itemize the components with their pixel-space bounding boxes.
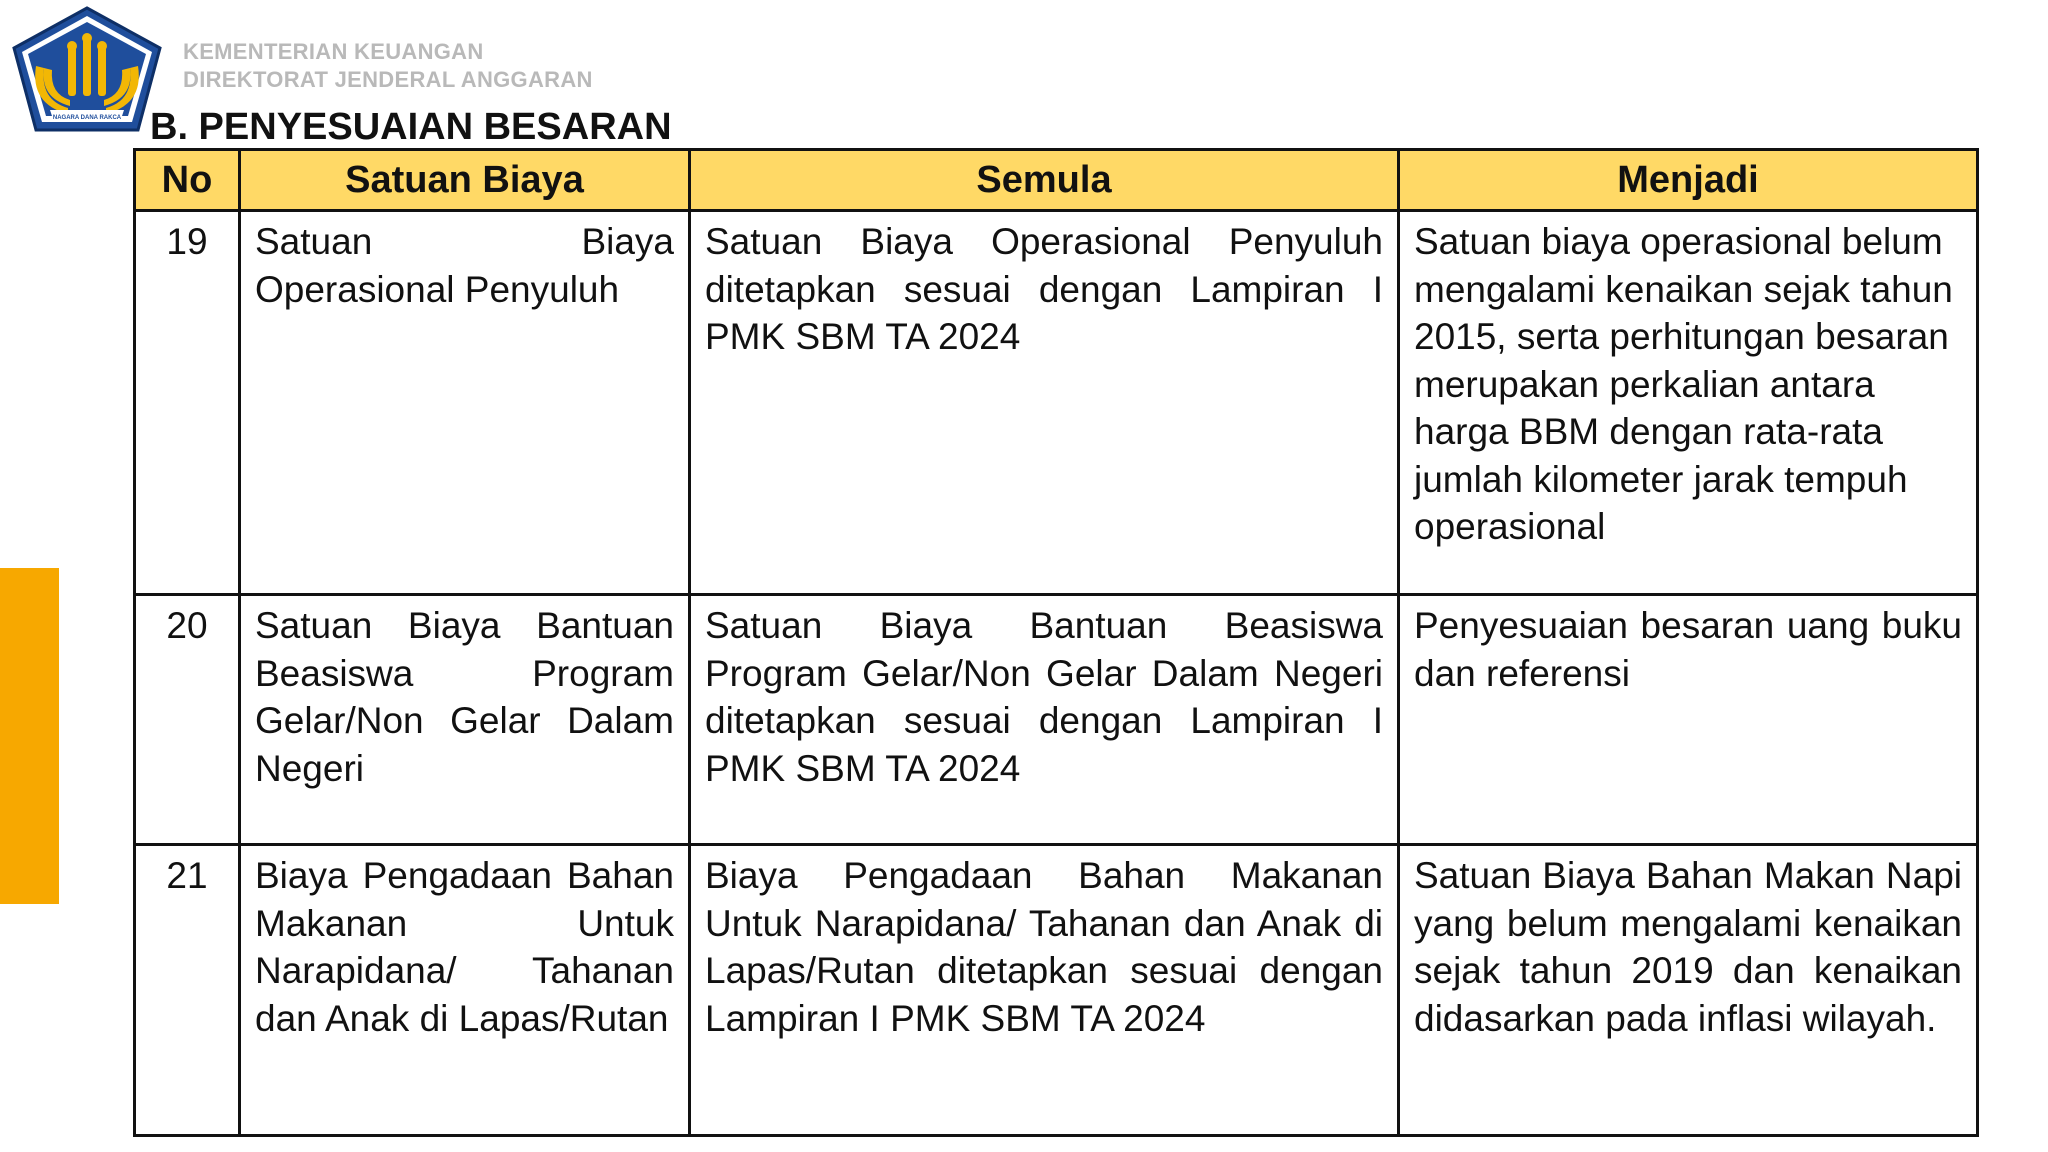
logo-motto: NAGARA DANA RAKCA — [52, 115, 122, 121]
cell-menjadi: Satuan biaya operasional belum mengalami kenaikan sejak tahun 2015, serta perhitungan besaran merupakan perkalian antara harga BBM dengan rata-rata jumlah kilometer jarak tempuh operasional — [1399, 211, 1978, 595]
org-line-directorate: DIREKTORAT JENDERAL ANGGARAN — [183, 67, 593, 92]
cell-no: 21 — [135, 845, 240, 1136]
kemenkeu-logo — [10, 6, 164, 134]
cell-semula: Satuan Biaya Bantuan Beasiswa Program Gelar/Non Gelar Dalam Negeri ditetapkan sesuai dengan Lampiran I PMK SBM TA 2024 — [690, 595, 1399, 845]
table-row — [135, 845, 1978, 1136]
cell-semula: Biaya Pengadaan Bahan Makanan Untuk Narapidana/ Tahanan dan Anak di Lapas/Rutan ditetapkan sesuai dengan Lampiran I PMK SBM TA 2024 — [690, 845, 1399, 1136]
cell-satuan-biaya: Satuan Biaya Operasional Penyuluh — [240, 211, 690, 595]
section-title: B. PENYESUAIAN BESARAN — [150, 106, 672, 148]
cell-menjadi: Penyesuaian besaran uang buku dan referensi — [1399, 595, 1978, 845]
cell-satuan-biaya: Biaya Pengadaan Bahan Makanan Untuk Narapidana/ Tahanan dan Anak di Lapas/Rutan — [240, 845, 690, 1136]
table-header-row — [135, 150, 1978, 211]
column-header-no: No — [135, 150, 240, 211]
cell-no: 19 — [135, 211, 240, 595]
adjustment-table — [133, 148, 1979, 1137]
cell-semula: Satuan Biaya Operasional Penyuluh ditetapkan sesuai dengan Lampiran I PMK SBM TA 2024 — [690, 211, 1399, 595]
column-header-semula: Semula — [690, 150, 1399, 211]
cell-satuan-biaya: Satuan Biaya Bantuan Beasiswa Program Gelar/Non Gelar Dalam Negeri — [240, 595, 690, 845]
org-line-ministry: KEMENTERIAN KEUANGAN — [183, 39, 484, 64]
table-row — [135, 211, 1978, 595]
accent-bar — [0, 568, 59, 904]
cell-menjadi: Satuan Biaya Bahan Makan Napi yang belum mengalami kenaikan sejak tahun 2019 dan kenaikan didasarkan pada inflasi wilayah. — [1399, 845, 1978, 1136]
column-header-menjadi: Menjadi — [1399, 150, 1978, 211]
column-header-satuan-biaya: Satuan Biaya — [240, 150, 690, 211]
table-row — [135, 595, 1978, 845]
organization-name — [183, 38, 593, 94]
cell-no: 20 — [135, 595, 240, 845]
